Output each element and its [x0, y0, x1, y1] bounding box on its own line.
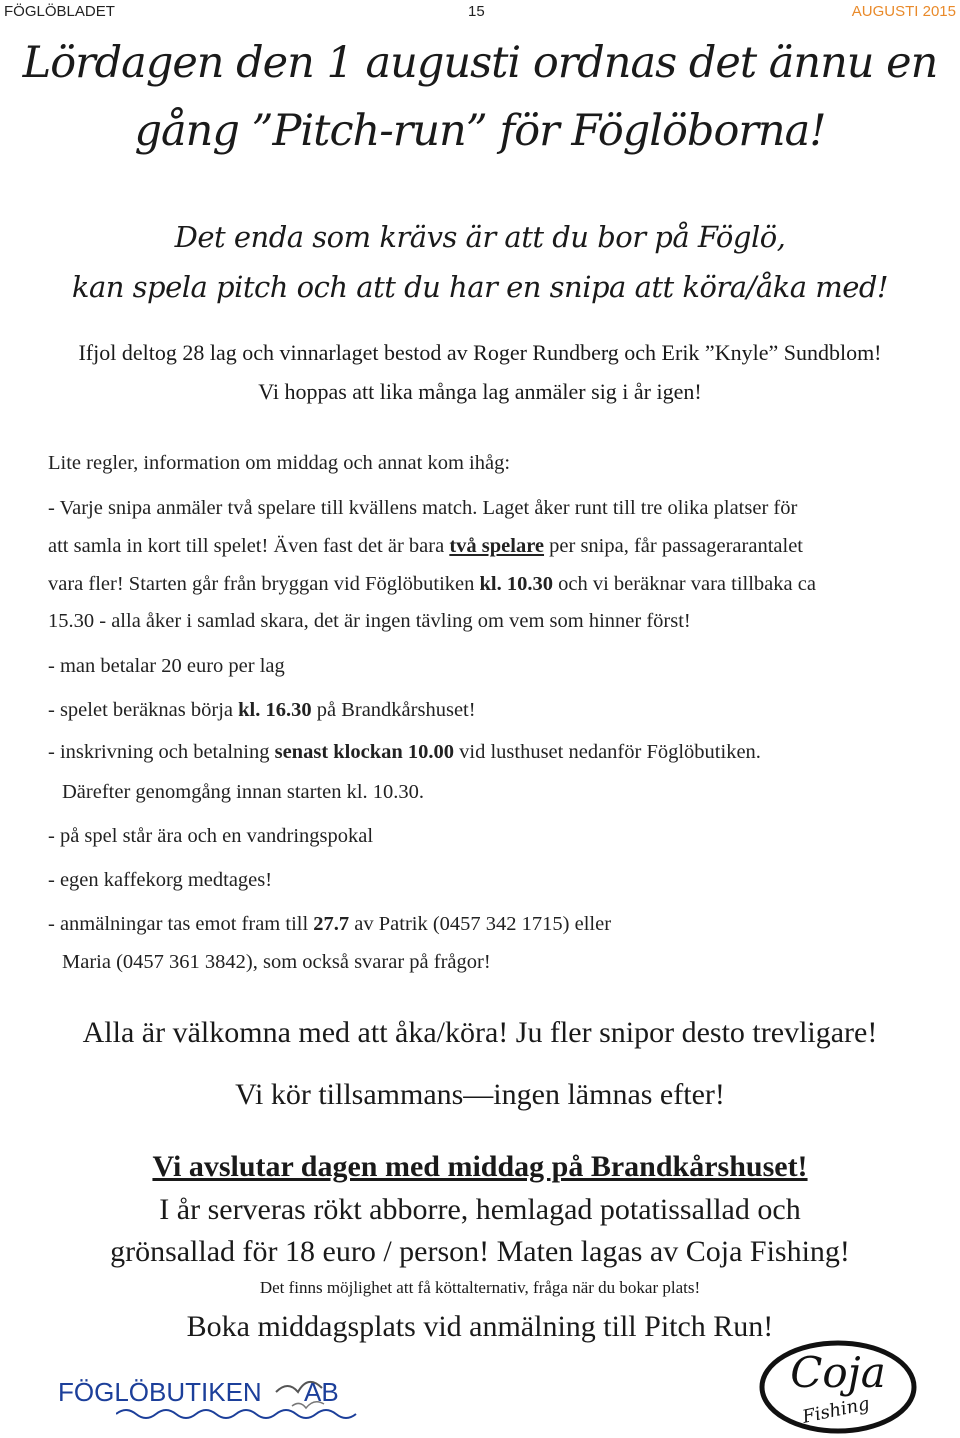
intro-line-1: Ifjol deltog 28 lag och vinnarlaget bestod av Roger Rundberg och Erik ”Knyle” Sundblom! — [78, 340, 882, 365]
rule-coffee: - egen kaffekorg medtages! — [48, 869, 273, 891]
rule-signup: - anmälningar tas emot fram till 27.7 av Patrik (0457 342 1715) eller — [48, 913, 612, 935]
foglobutiken-logo — [58, 1362, 378, 1422]
two-players-emphasis: två spelare — [449, 535, 545, 557]
fishing-logo-text: Fishing — [800, 1393, 872, 1428]
rule-game-start: - spelet beräknas börja kl. 16.30 på Brandkårshuset! — [48, 699, 476, 721]
rule-snipa-line-3: vara fler! Starten går från bryggan vid Föglöbutiken kl. 10.30 och vi beräknar vara tillbaka ca — [48, 573, 816, 595]
start-time-emphasis: kl. 10.30 — [479, 573, 553, 595]
rule-fee: - man betalar 20 euro per lag — [48, 655, 285, 677]
welcome-line-2: Vi kör tillsammans—ingen lämnas efter! — [235, 1078, 725, 1111]
wave-icon — [116, 1406, 366, 1422]
dinner-line-2: grönsallad för 18 euro / person! Maten lagas av Coja Fishing! — [110, 1235, 850, 1268]
title-line-2: gång ”Pitch-run” för Föglöborna! — [134, 106, 826, 156]
rule-registration-line-2: Därefter genomgång innan starten kl. 10.30. — [62, 781, 425, 803]
welcome-line-1: Alla är välkomna med att åka/köra! Ju fler snipor desto trevligare! — [82, 1016, 878, 1049]
foglobutiken-logo-ab: AB — [304, 1377, 339, 1407]
dinner-heading: Vi avslutar dagen med middag på Brandkårshuset! — [152, 1150, 808, 1183]
dinner-note: Det finns möjlighet att få köttalternativ, fråga när du bokar plats! — [259, 1278, 701, 1297]
rule-snipa-line-2: att samla in kort till spelet! Även fast det är bara två spelare per snipa, får passagerarantalet — [48, 535, 803, 557]
dinner-booking: Boka middagsplats vid anmälning till Pitch Run! — [186, 1310, 774, 1343]
coja-logo-text: Coja — [790, 1348, 886, 1397]
coja-fishing-logo — [758, 1340, 918, 1434]
header-page-number: 15 — [468, 3, 485, 20]
intro-line-2: Vi hoppas att lika många lag anmäler sig i år igen! — [258, 379, 702, 404]
rule-signup-line-2: Maria (0457 361 3842), som också svarar på frågor! — [62, 951, 491, 973]
rule-registration: - inskrivning och betalning senast klockan 10.00 vid lusthuset nedanför Föglöbutiken. — [48, 741, 761, 763]
dinner-line-1: I år serveras rökt abborre, hemlagad potatissallad och — [159, 1193, 801, 1226]
rule-snipa-line-4: 15.30 - alla åker i samlad skara, det är ingen tävling om vem som hinner först! — [48, 610, 691, 632]
foglobutiken-logo-text: FÖGLÖBUTIKEN — [58, 1377, 262, 1407]
title-line-1: Lördagen den 1 augusti ordnas det ännu en — [22, 38, 938, 88]
subtitle-line-2: kan spela pitch och att du har en snipa att köra/åka med! — [71, 270, 889, 304]
rules-heading: Lite regler, information om middag och annat kom ihåg: — [48, 452, 511, 474]
rule-prize: - på spel står ära och en vandringspokal — [48, 825, 374, 847]
subtitle-line-1: Det enda som krävs är att du bor på Föglö, — [174, 220, 786, 254]
header-issue-date: AUGUSTI 2015 — [851, 3, 956, 20]
header-publication: FÖGLÖBLADET — [4, 3, 115, 20]
rule-snipa-line-1: - Varje snipa anmäler två spelare till kvällens match. Laget åker runt till tre olika platser för — [48, 497, 798, 519]
